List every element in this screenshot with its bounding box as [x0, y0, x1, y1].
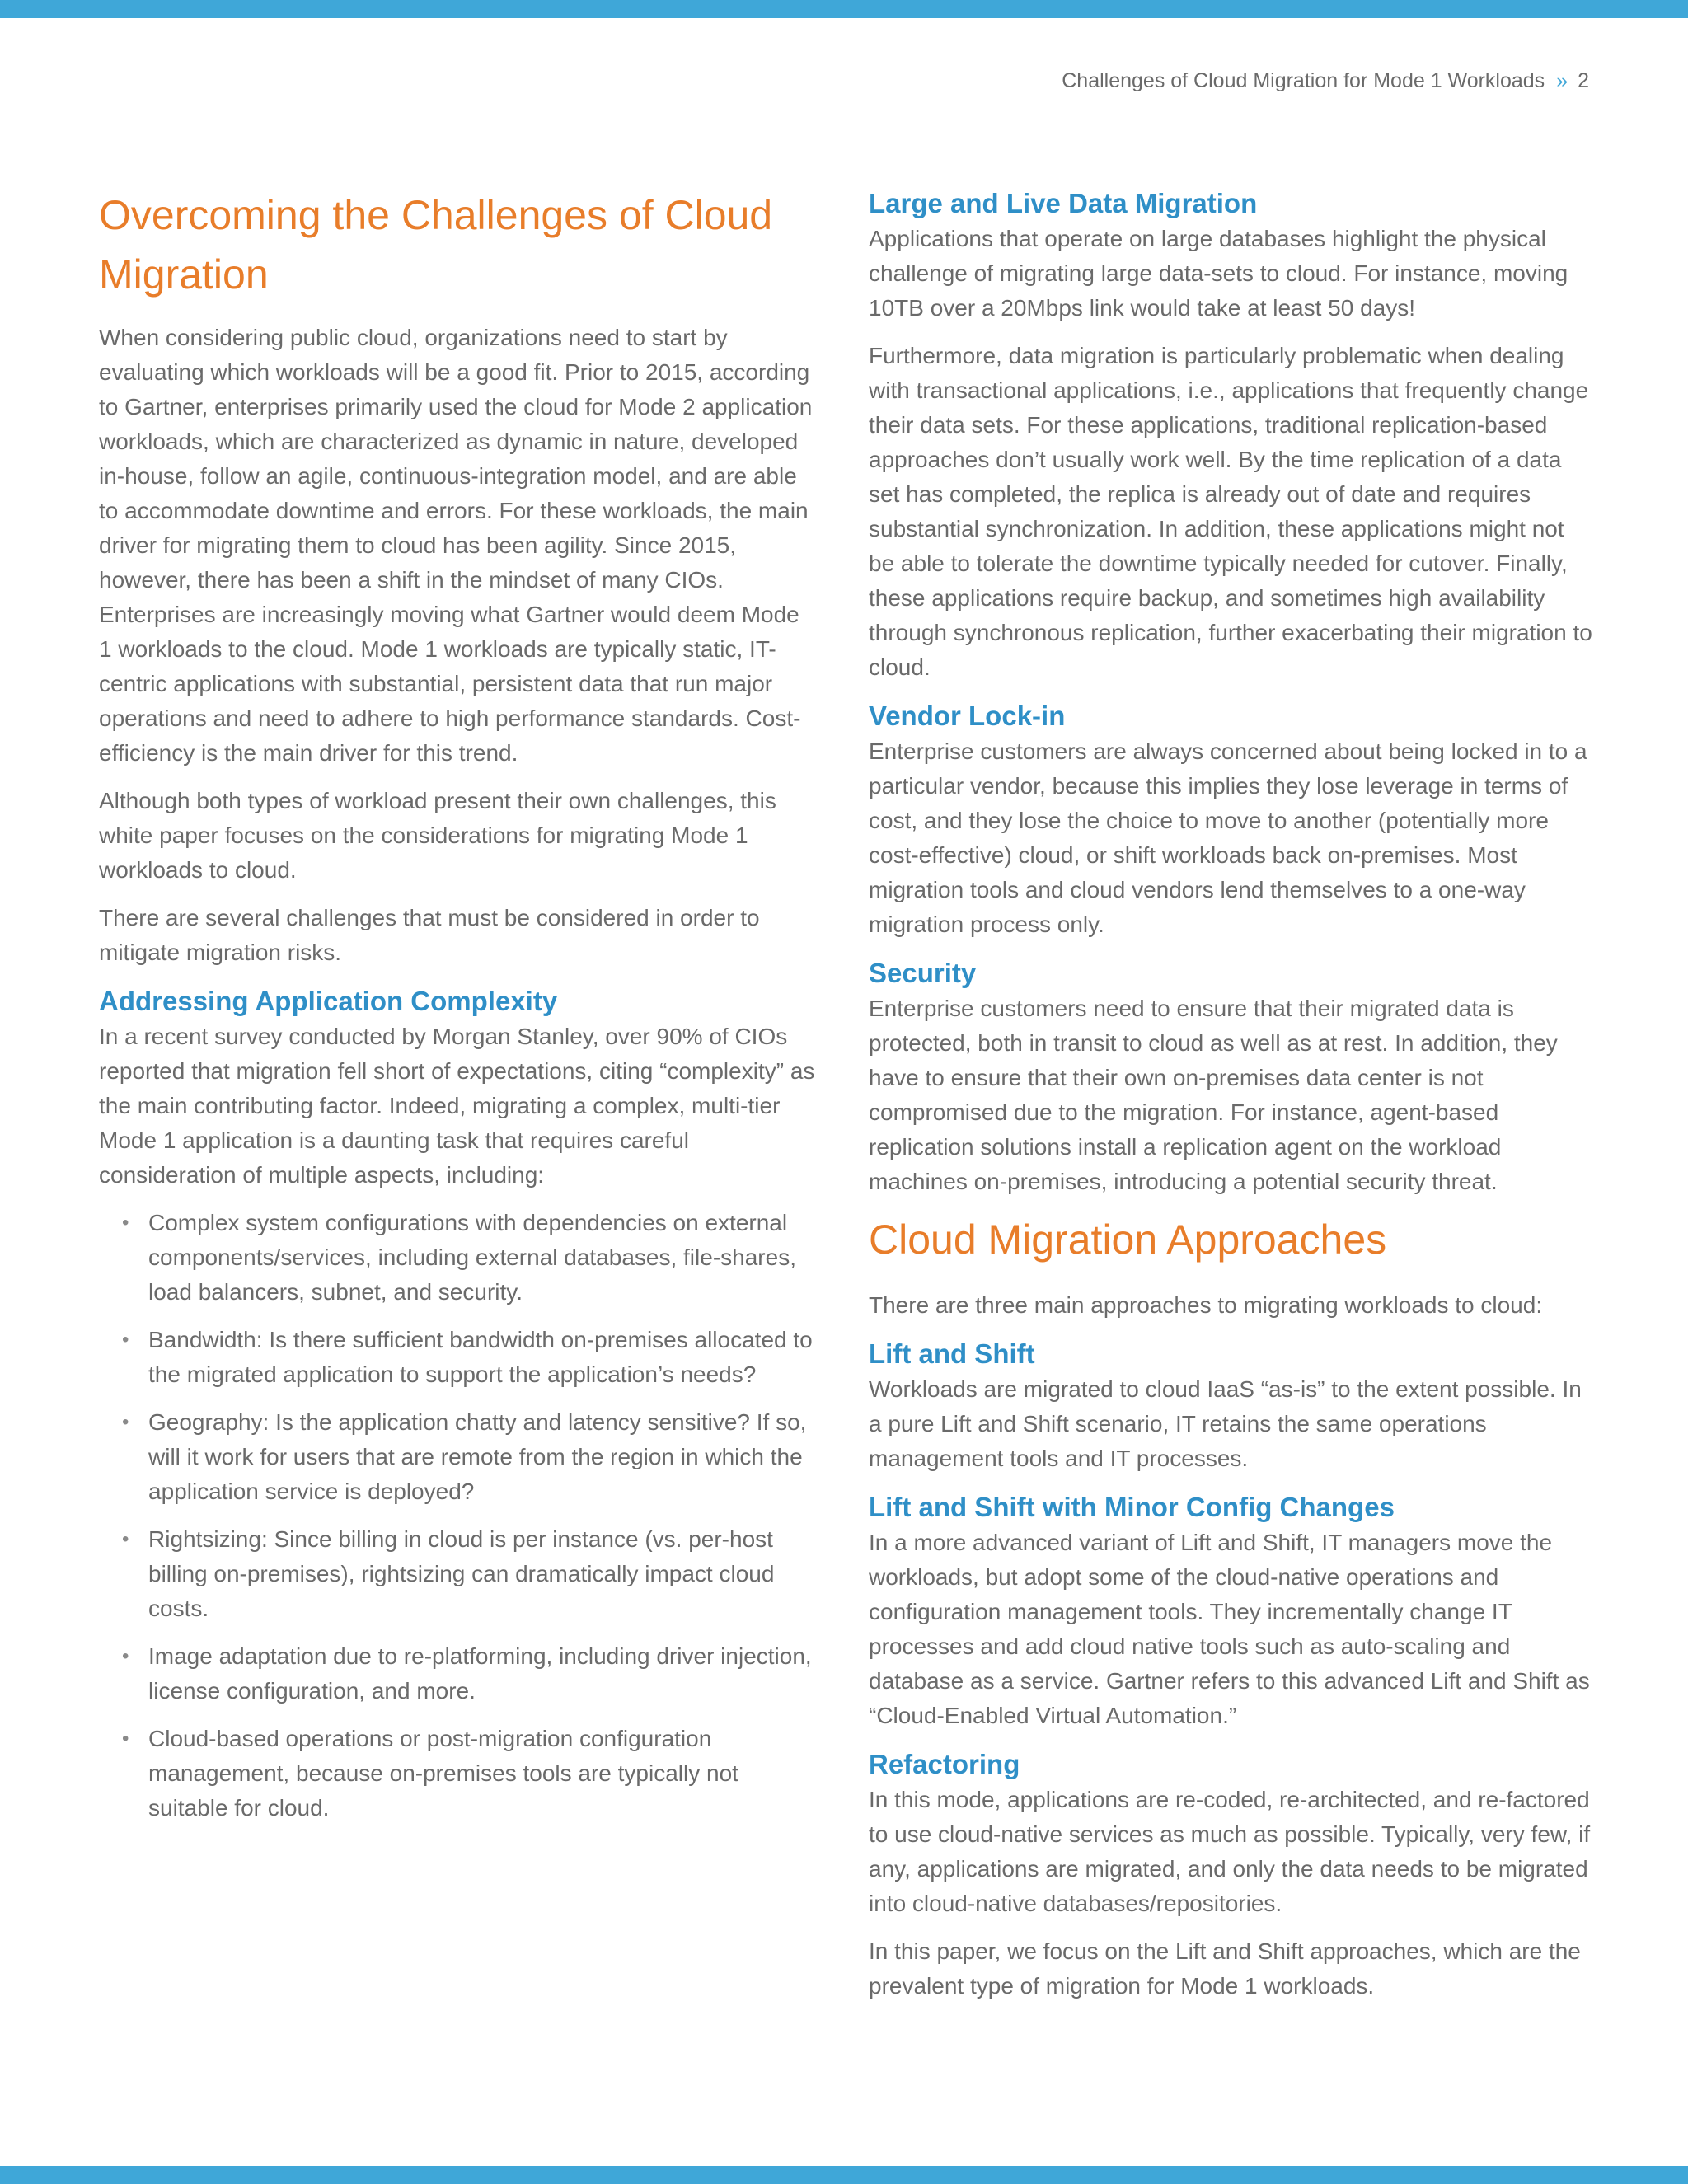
list-item-text: Image adaptation due to re-platforming, including driver injection, license configuration, and more.: [148, 1643, 812, 1704]
minor-config-paragraph: In a more advanced variant of Lift and Shift, IT managers move the workloads, but adopt some of the cloud-native operations and configuration management tools. They incrementally change IT processes and add cloud native tools such as auto-scaling and database as a service. Gartner refers to this advanced Lift and Shift as “Cloud-Enabled Virtual Automation.”: [869, 1530, 1590, 1728]
list-item-text: Bandwidth: Is there sufficient bandwidth on-premises allocated to the migrated application to support the application’s needs?: [148, 1327, 813, 1387]
subheading-minor-config-changes: Lift and Shift with Minor Config Changes: [869, 1492, 1395, 1522]
subheading-security: Security: [869, 958, 977, 988]
list-item: [122, 1405, 816, 1509]
running-header-title: Challenges of Cloud Migration for Mode 1 Workloads: [1062, 69, 1545, 92]
challenges-paragraph: There are several challenges that must be considered in order to mitigate migration risks.: [99, 905, 760, 965]
page-number: 2: [1578, 69, 1589, 92]
bullet-icon: •: [122, 1411, 129, 1433]
large-data-paragraph-1: Applications that operate on large databases highlight the physical challenge of migrating large data-sets to cloud. For instance, moving 10TB over a 20Mbps link would take at least 50 days!: [869, 226, 1568, 321]
intro-paragraph: When considering public cloud, organizations need to start by evaluating which workloads will be a good fit. Prior to 2015, according to Gartner, enterprises primarily used the cloud for Mode 2 application workloads, which are characterized as dynamic in nature, developed in-house, follow an agile, continuous-integration model, and are able to accommodate downtime and errors. For these workloads, the main driver for migrating them to cloud has been agility. Since 2015, however, there has been a shift in the mindset of many CIOs. Enterprises are increasingly moving what Gartner would deem Mode 1 workloads to the cloud. Mode 1 workloads are typically static, IT-centric applications with substantial, persistent data that run major operations and need to adhere to high performance standards. Cost-efficiency is the main driver for this trend.: [99, 325, 813, 766]
list-item: [122, 1522, 816, 1626]
approaches-intro-paragraph: There are three main approaches to migrating workloads to cloud:: [869, 1292, 1543, 1318]
section-heading-overcoming: Overcoming the Challenges of Cloud Migration: [99, 192, 773, 298]
bullet-icon: •: [122, 1329, 129, 1351]
complexity-bullet-list: [99, 1206, 816, 1825]
workload-types-paragraph: Although both types of workload present their own challenges, this white paper focuses on the considerations for migrating Mode 1 workloads to cloud.: [99, 788, 776, 883]
list-item-text: Complex system configurations with dependencies on external components/services, including external databases, file-shares, load balancers, subnet, and security.: [148, 1210, 796, 1305]
section-heading-approaches: Cloud Migration Approaches: [869, 1216, 1387, 1263]
chevron-right-icon: »: [1556, 69, 1568, 92]
list-item: [122, 1639, 816, 1708]
bullet-icon: •: [122, 1727, 129, 1750]
lift-shift-paragraph: Workloads are migrated to cloud IaaS “as-is” to the extent possible. In a pure Lift and Shift scenario, IT retains the same operations management tools and IT processes.: [869, 1376, 1582, 1471]
complexity-intro-paragraph: In a recent survey conducted by Morgan Stanley, over 90% of CIOs reported that migration fell short of expectations, citing “complexity” as the main contributing factor. Indeed, migrating a complex, multi-tier Mode 1 application is a daunting task that requires careful consideration of multiple aspects, including:: [99, 1024, 815, 1188]
bottom-accent-band: [0, 2166, 1688, 2184]
subheading-vendor-lock-in: Vendor Lock-in: [869, 701, 1066, 731]
bullet-icon: •: [122, 1212, 129, 1234]
right-column: [869, 185, 1594, 2017]
subheading-large-live-data: Large and Live Data Migration: [869, 188, 1258, 218]
list-item-text: Geography: Is the application chatty and latency sensitive? If so, will it work for users that are remote from the region in which the application service is deployed?: [148, 1409, 807, 1504]
top-accent-band: [0, 0, 1688, 18]
list-item: [122, 1323, 816, 1392]
vendor-paragraph: Enterprise customers are always concerned about being locked in to a particular vendor, because this implies they lose leverage in terms of cost, and they lose the choice to move to another (potentially more cost-effective) cloud, or shift workloads back on-premises. Most migration tools and cloud vendors lend themselves to a one-way migration process only.: [869, 738, 1587, 937]
subheading-lift-and-shift: Lift and Shift: [869, 1338, 1035, 1369]
refactoring-paragraph-1: In this mode, applications are re-coded, re-architected, and re-factored to use cloud-native services as much as possible. Typically, very few, if any, applications are migrated, and only the data needs to be migrated into cloud-native databases/repositories.: [869, 1787, 1591, 1916]
list-item-text: Cloud-based operations or post-migration configuration management, because on-premises tools are typically not suitable for cloud.: [148, 1726, 738, 1821]
list-item: [122, 1722, 816, 1825]
list-item: [122, 1206, 816, 1310]
subheading-application-complexity: Addressing Application Complexity: [99, 986, 558, 1016]
running-header: [1062, 69, 1589, 93]
large-data-paragraph-2: Furthermore, data migration is particularly problematic when dealing with transactional applications, i.e., applications that frequently change their data sets. For these applications, traditional replication-based approaches don’t usually work well. By the time replication of a data set has completed, the replica is already out of date and requires substantial synchronization. In addition, these applications might not be able to tolerate the downtime typically needed for cutover. Finally, these applications require backup, and sometimes high availability through synchronous replication, further exacerbating their migration to cloud.: [869, 343, 1592, 680]
bullet-icon: •: [122, 1645, 129, 1667]
security-paragraph: Enterprise customers need to ensure that their migrated data is protected, both in transit to cloud as well as at rest. In addition, they have to ensure that their own on-premises data center is not compromised due to the migration. For instance, agent-based replication solutions install a replication agent on the workload machines on-premises, introducing a potential security threat.: [869, 996, 1558, 1194]
refactoring-paragraph-2: In this paper, we focus on the Lift and Shift approaches, which are the prevalent type of migration for Mode 1 workloads.: [869, 1938, 1581, 1999]
left-column: [99, 185, 816, 1839]
bullet-icon: •: [122, 1528, 129, 1550]
list-item-text: Rightsizing: Since billing in cloud is per instance (vs. per-host billing on-premises), rightsizing can dramatically impact cloud costs.: [148, 1526, 775, 1621]
subheading-refactoring: Refactoring: [869, 1749, 1020, 1779]
